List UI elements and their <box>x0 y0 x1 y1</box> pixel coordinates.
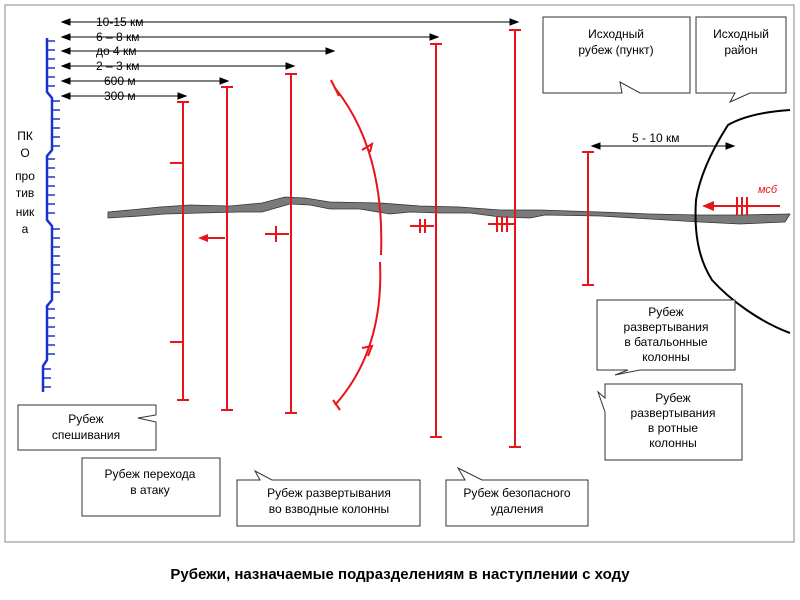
callout-dismount <box>18 405 156 450</box>
platoon-deploy-line <box>285 74 297 413</box>
attack-transition-text: в атаку <box>130 483 170 497</box>
distance-label-300m: 300 м <box>104 89 136 103</box>
enemy-label-line: тив <box>15 186 35 200</box>
enemy-label-line: О <box>20 146 30 160</box>
distance-label-2-3km: 2 – 3 км <box>96 59 140 73</box>
dismount-line <box>170 102 189 400</box>
distance-label-10-15km: 10-15 км <box>96 15 144 29</box>
enemy-front-ticks <box>43 41 60 387</box>
safe-distance-text: Рубеж безопасного <box>463 486 571 500</box>
enemy-front-line <box>43 38 52 392</box>
distance-label-6-8km: 6 – 8 км <box>96 30 140 44</box>
battalion-deploy-text: Рубеж <box>648 305 684 319</box>
company-deploy-text: в ротные <box>647 421 699 435</box>
callout-battalion-deploy <box>597 300 735 375</box>
callout-start-area <box>696 17 786 102</box>
start-point-text: рубеж (пункт) <box>578 43 654 57</box>
start-area-text: Исходный <box>713 27 769 41</box>
safe-distance-arc <box>331 80 381 410</box>
dismount-text: Рубеж <box>68 412 104 426</box>
unit-label-msb: мсб <box>758 184 778 196</box>
diagram-caption: Рубежи, назначаемые подразделениям в наступлении с ходу <box>170 566 630 583</box>
callout-attack-transition <box>82 458 220 516</box>
start-area-text: район <box>724 43 758 57</box>
battalion-deploy-text: развертывания <box>623 320 709 334</box>
distance-label-up-to-4km: до 4 км <box>96 44 137 58</box>
enemy-label <box>15 129 35 236</box>
callout-start-point <box>543 17 690 93</box>
deployment-lines <box>170 30 594 447</box>
enemy-label-line: ПК <box>17 129 33 143</box>
company-deploy-line <box>430 44 442 437</box>
range-label-5-10km: 5 - 10 км <box>632 131 680 145</box>
start-point-text: Исходный <box>588 27 644 41</box>
attack-transition-line <box>221 87 233 410</box>
start-point-line <box>582 152 594 285</box>
enemy-label-line: ник <box>15 205 35 219</box>
distance-label-600m: 600 м <box>104 74 136 88</box>
enemy-label-line: про <box>15 169 35 183</box>
callout-platoon-deploy <box>237 471 420 526</box>
battalion-deploy-line <box>509 30 521 447</box>
distance-arrow-600m <box>62 78 228 84</box>
attack-arrow <box>198 234 225 242</box>
platoon-deploy-text: во взводные колонны <box>268 502 390 516</box>
platoon-columns-symbol <box>410 219 434 233</box>
company-columns-symbol <box>488 216 514 232</box>
dismount-text: спешивания <box>51 428 121 442</box>
platoon-deploy-text: Рубеж развертывания <box>267 486 391 500</box>
company-deploy-text: Рубеж <box>655 391 691 405</box>
distance-labels <box>96 15 144 103</box>
company-deploy-text: развертывания <box>630 406 716 420</box>
enemy-label-line: а <box>21 222 29 236</box>
safe-distance-text: удаления <box>490 502 544 516</box>
road <box>108 197 790 224</box>
battalion-arrow <box>702 197 780 215</box>
company-deploy-text: колонны <box>649 436 697 450</box>
attack-transition-text: Рубеж перехода <box>104 467 196 481</box>
battalion-deploy-text: колонны <box>642 350 690 364</box>
callout-safe-distance <box>446 468 588 526</box>
callout-company-deploy <box>598 384 742 460</box>
dismount-symbol <box>265 226 289 242</box>
battalion-deploy-text: в батальонные <box>624 335 708 349</box>
